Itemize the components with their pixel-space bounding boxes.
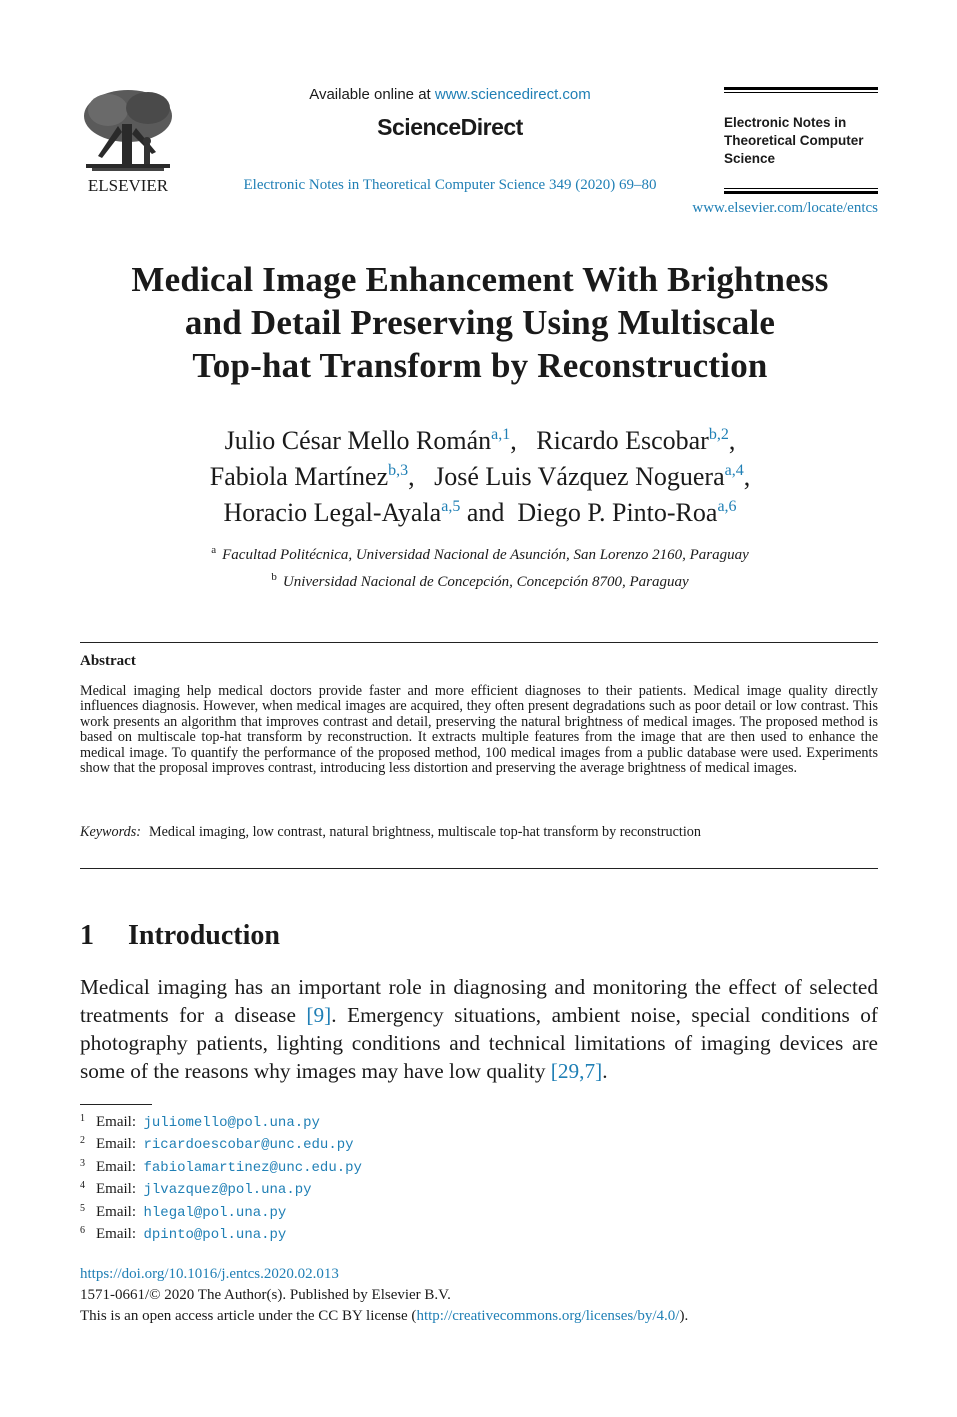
- issn-copyright: 1571-0661/© 2020 The Author(s). Published by Elsevier B.V.: [80, 1287, 451, 1303]
- journal-box-rule: [724, 87, 878, 90]
- license-suffix: ).: [679, 1308, 689, 1324]
- author-and: and: [466, 498, 505, 527]
- available-online-line: [250, 86, 650, 103]
- section-number: 1: [80, 920, 94, 951]
- keywords-text: Medical imaging, low contrast, natural brightness, multiscale top-hat transform by reconstruction: [148, 824, 701, 840]
- journal-citation-link[interactable]: Electronic Notes in Theoretical Computer Science 349 (2020) 69–80: [243, 177, 657, 193]
- author-name: Horacio Legal-Ayala: [223, 498, 442, 527]
- affiliation-mark: b: [271, 571, 277, 583]
- keywords-label: Keywords:: [80, 824, 141, 840]
- intro-text: Medical imaging has an important role in diagnosing and monitoring the effect of selected treatments for a disease: [80, 975, 878, 1027]
- author-affiliation-mark[interactable]: a,4: [724, 462, 744, 479]
- affiliation-a: [60, 544, 900, 564]
- email-link[interactable]: dpinto@pol.una.py: [143, 1227, 287, 1244]
- intro-paragraph: [80, 973, 878, 1085]
- journal-name-line: Science: [724, 151, 776, 166]
- footnote: $^2$ Email: ricardoescobar@unc.edu.py: [80, 1135, 354, 1154]
- author-line: [60, 495, 900, 531]
- citation-link[interactable]: [29,7]: [550, 1059, 603, 1083]
- citation-link[interactable]: [9]: [306, 1003, 332, 1027]
- author-line: Fabiola Martínez$^{b,3}$, José Luis Vázquez Noguera$^{a,4}$,: [209, 462, 751, 491]
- email-link[interactable]: hlegal@pol.una.py: [143, 1204, 287, 1221]
- footnote-label: Email:: [96, 1158, 136, 1175]
- footnotes: [80, 1112, 680, 1246]
- footnote-label: Email:: [96, 1226, 136, 1243]
- author-name: Diego P. Pinto-Roa: [517, 498, 718, 527]
- author-line: Julio César Mello Román$^{a,1}$, Ricardo Escobar$^{b,2}$,: [224, 426, 736, 455]
- title-line: Top-hat Transform by Reconstruction: [192, 346, 768, 385]
- journal-box-rule: [724, 191, 878, 194]
- footnote: $^1$ Email: juliomello@pol.una.py: [80, 1113, 320, 1131]
- author-name: Ricardo Escobar: [536, 426, 709, 455]
- author-name: José Luis Vázquez Noguera: [434, 462, 725, 491]
- author-affiliation-mark[interactable]: a,5: [441, 498, 461, 515]
- license-prefix: This is an open access article under the CC BY license (: [80, 1308, 417, 1324]
- intro-text: .: [602, 1059, 608, 1083]
- license-line: [80, 1308, 688, 1325]
- section-title: Introduction: [128, 920, 280, 951]
- author-name: Fabiola Martínez: [209, 462, 389, 491]
- footnote: $^3$ Email: fabiolamartinez@unc.edu.py: [80, 1157, 362, 1176]
- affiliation-text: Facultad Politécnica, Universidad Nacional de Asunción, San Lorenzo 2160, Paraguay: [222, 547, 749, 563]
- paper-title: [60, 258, 900, 387]
- journal-name-line: Electronic Notes in: [724, 115, 847, 130]
- journal-box-rule: [724, 92, 878, 93]
- journal-locate-link[interactable]: www.elsevier.com/locate/entcs: [692, 200, 878, 216]
- title-line: Medical Image Enhancement With Brightness: [131, 260, 829, 299]
- author-affiliation-mark[interactable]: b,2: [708, 426, 729, 443]
- affiliation-mark: a: [211, 544, 217, 556]
- affiliation-b: [60, 571, 900, 591]
- author-name: Julio César Mello Román: [224, 426, 492, 455]
- journal-name: [724, 114, 884, 168]
- title-line: and Detail Preserving Using Multiscale: [184, 303, 776, 342]
- intro-text: . Emergency situations, ambient noise, special conditions of photography patients, lighting conditions and technical limitations of imaging devices are some of the reasons why images may have low quality: [80, 1003, 878, 1083]
- email-link[interactable]: jlvazquez@pol.una.py: [143, 1182, 312, 1199]
- author-affiliation-mark[interactable]: a,6: [717, 498, 737, 515]
- footnote-label: Email:: [96, 1136, 136, 1153]
- footnote-label: Email:: [96, 1181, 136, 1198]
- email-link[interactable]: fabiolamartinez@unc.edu.py: [143, 1159, 362, 1176]
- email-link[interactable]: juliomello@pol.una.py: [143, 1115, 320, 1131]
- footnote-label: Email:: [96, 1203, 136, 1220]
- email-link[interactable]: ricardoescobar@unc.edu.py: [143, 1137, 354, 1154]
- journal-name-line: Theoretical Computer: [724, 133, 864, 148]
- abstract-bottom-rule: [80, 868, 878, 869]
- sciencedirect-link[interactable]: www.sciencedirect.com: [434, 86, 591, 103]
- abstract-text: Medical imaging help medical doctors provide faster and more efficient diagnoses to their patients. Medical image quality directly influences diagnosis. However, when medical images are acquired, they often present degradations such as poor detail or low contrast. This work presents an algorithm that improves contrast and detail, preserving the natural brightness of medical images. The proposed method is based on multiscale top-hat transform by reconstruction. It extracts multiple features from the image that are then used to enhance the medical image. To quantify the performance of the proposed method, 100 medical images from a public database were used. Experiments show that the proposal improves contrast, introducing less distortion and preserving the average brightness of medical images.: [80, 683, 878, 777]
- elsevier-wordmark: ELSEVIER: [87, 176, 169, 195]
- abstract-heading: Abstract: [80, 653, 136, 669]
- footnote-rule: [80, 1104, 152, 1105]
- doi-link[interactable]: https://doi.org/10.1016/j.entcs.2020.02.013: [80, 1266, 339, 1282]
- journal-box-rule: [724, 188, 878, 189]
- license-link[interactable]: http://creativecommons.org/licenses/by/4.0/: [416, 1308, 680, 1324]
- author-list: [60, 423, 900, 531]
- footnote-label: Email:: [96, 1114, 136, 1130]
- section-heading: [80, 920, 280, 952]
- footnote: $^5$ Email: hlegal@pol.una.py: [80, 1202, 287, 1221]
- abstract-top-rule: [80, 642, 878, 643]
- keywords: [80, 825, 878, 840]
- footnote: $^4$ Email: jlvazquez@pol.una.py: [80, 1180, 312, 1199]
- footnote: $^6$ Email: dpinto@pol.una.py: [80, 1225, 287, 1244]
- affiliation-text: Universidad Nacional de Concepción, Concepción 8700, Paraguay: [282, 574, 689, 590]
- sciencedirect-brand: ScienceDirect: [377, 114, 523, 140]
- author-affiliation-mark[interactable]: b,3: [388, 462, 409, 479]
- available-prefix: Available online at: [309, 86, 435, 103]
- author-affiliation-mark[interactable]: a,1: [491, 426, 511, 443]
